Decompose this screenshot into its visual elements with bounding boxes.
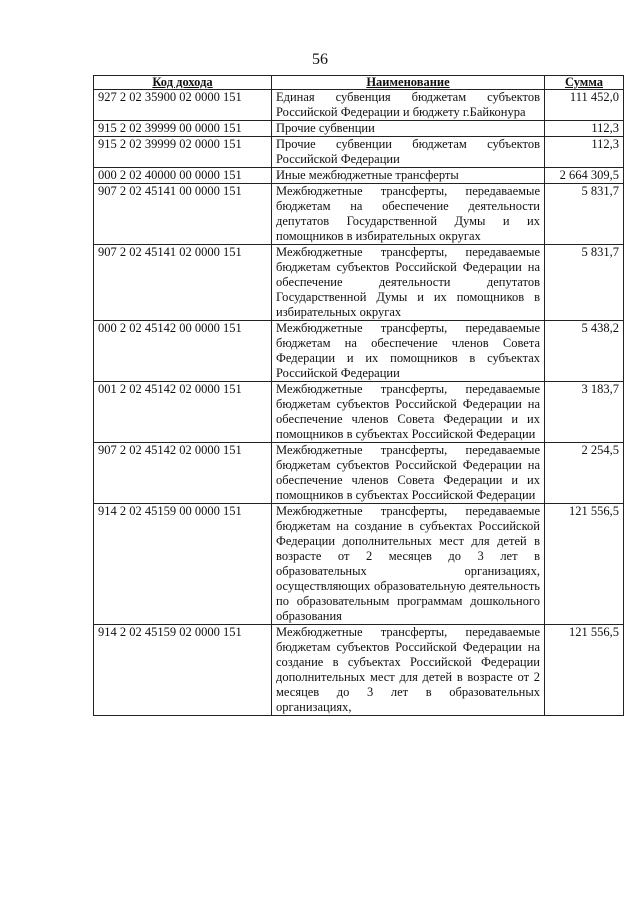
amount-cell: 2 254,5: [545, 443, 624, 504]
item-name-cell: Единая субвенция бюджетам субъектов Российской Федерации и бюджету г.Байконура: [272, 90, 545, 121]
income-code-cell: 914 2 02 45159 00 0000 151: [94, 504, 272, 625]
table-row: [94, 184, 624, 245]
item-name-cell: Межбюджетные трансферты, передаваемые бюджетам на обеспечение членов Совета Федерации и их помощников в субъектах Российской Федерации: [272, 321, 545, 382]
income-code-cell: 915 2 02 39999 02 0000 151: [94, 137, 272, 168]
income-code-cell: 907 2 02 45141 00 0000 151: [94, 184, 272, 245]
amount-cell: 2 664 309,5: [545, 168, 624, 184]
column-header-name: Наименование: [272, 76, 545, 90]
item-name-cell: Прочие субвенции бюджетам субъектов Российской Федерации: [272, 137, 545, 168]
income-code-cell: 915 2 02 39999 00 0000 151: [94, 121, 272, 137]
revenue-table: [93, 75, 624, 716]
table-row: [94, 90, 624, 121]
item-name-cell: Межбюджетные трансферты, передаваемые бюджетам субъектов Российской Федерации на создание в субъектах Российской Федерации дополнительных мест для детей в возрасте от 2 месяцев до 3 лет в образовательных организациях,: [272, 625, 545, 716]
table-row: [94, 121, 624, 137]
amount-cell: 112,3: [545, 121, 624, 137]
item-name-cell: Межбюджетные трансферты, передаваемые бюджетам на обеспечение деятельности депутатов Государственной Думы и их помощников в избирательных округах: [272, 184, 545, 245]
income-code-cell: 914 2 02 45159 02 0000 151: [94, 625, 272, 716]
item-name-cell: Межбюджетные трансферты, передаваемые бюджетам субъектов Российской Федерации на обеспечение деятельности депутатов Государственной Думы и их помощников в избирательных округах: [272, 245, 545, 321]
item-name-cell: Межбюджетные трансферты, передаваемые бюджетам субъектов Российской Федерации на обеспечение членов Совета Федерации и их помощников в субъектах Российской Федерации: [272, 382, 545, 443]
table-header-row: [94, 76, 624, 90]
amount-cell: 3 183,7: [545, 382, 624, 443]
income-code-cell: 907 2 02 45141 02 0000 151: [94, 245, 272, 321]
item-name-cell: Межбюджетные трансферты, передаваемые бюджетам на создание в субъектах Российской Федерации дополнительных мест для детей в возрасте от 2 месяцев до 3 лет в образовательных организациях, осуществляющих образовательную деятельность по образовательным программам дошкольного образования: [272, 504, 545, 625]
income-code-cell: 001 2 02 45142 02 0000 151: [94, 382, 272, 443]
table-row: [94, 168, 624, 184]
table-row: [94, 245, 624, 321]
amount-cell: 5 831,7: [545, 245, 624, 321]
income-code-cell: 927 2 02 35900 02 0000 151: [94, 90, 272, 121]
table-row: [94, 443, 624, 504]
item-name-cell: Иные межбюджетные трансферты: [272, 168, 545, 184]
table-row: [94, 137, 624, 168]
amount-cell: 111 452,0: [545, 90, 624, 121]
item-name-cell: Межбюджетные трансферты, передаваемые бюджетам субъектов Российской Федерации на обеспечение членов Совета Федерации и их помощников в субъектах Российской Федерации: [272, 443, 545, 504]
amount-cell: 112,3: [545, 137, 624, 168]
column-header-code: Код дохода: [94, 76, 272, 90]
income-code-cell: 000 2 02 40000 00 0000 151: [94, 168, 272, 184]
amount-cell: 5 831,7: [545, 184, 624, 245]
item-name-cell: Прочие субвенции: [272, 121, 545, 137]
table-row: [94, 625, 624, 716]
amount-cell: 121 556,5: [545, 504, 624, 625]
income-code-cell: 000 2 02 45142 00 0000 151: [94, 321, 272, 382]
amount-cell: 5 438,2: [545, 321, 624, 382]
table-row: [94, 382, 624, 443]
table-row: [94, 504, 624, 625]
column-header-sum: Сумма: [545, 76, 624, 90]
table-row: [94, 321, 624, 382]
page-number: 56: [312, 51, 328, 68]
amount-cell: 121 556,5: [545, 625, 624, 716]
income-code-cell: 907 2 02 45142 02 0000 151: [94, 443, 272, 504]
